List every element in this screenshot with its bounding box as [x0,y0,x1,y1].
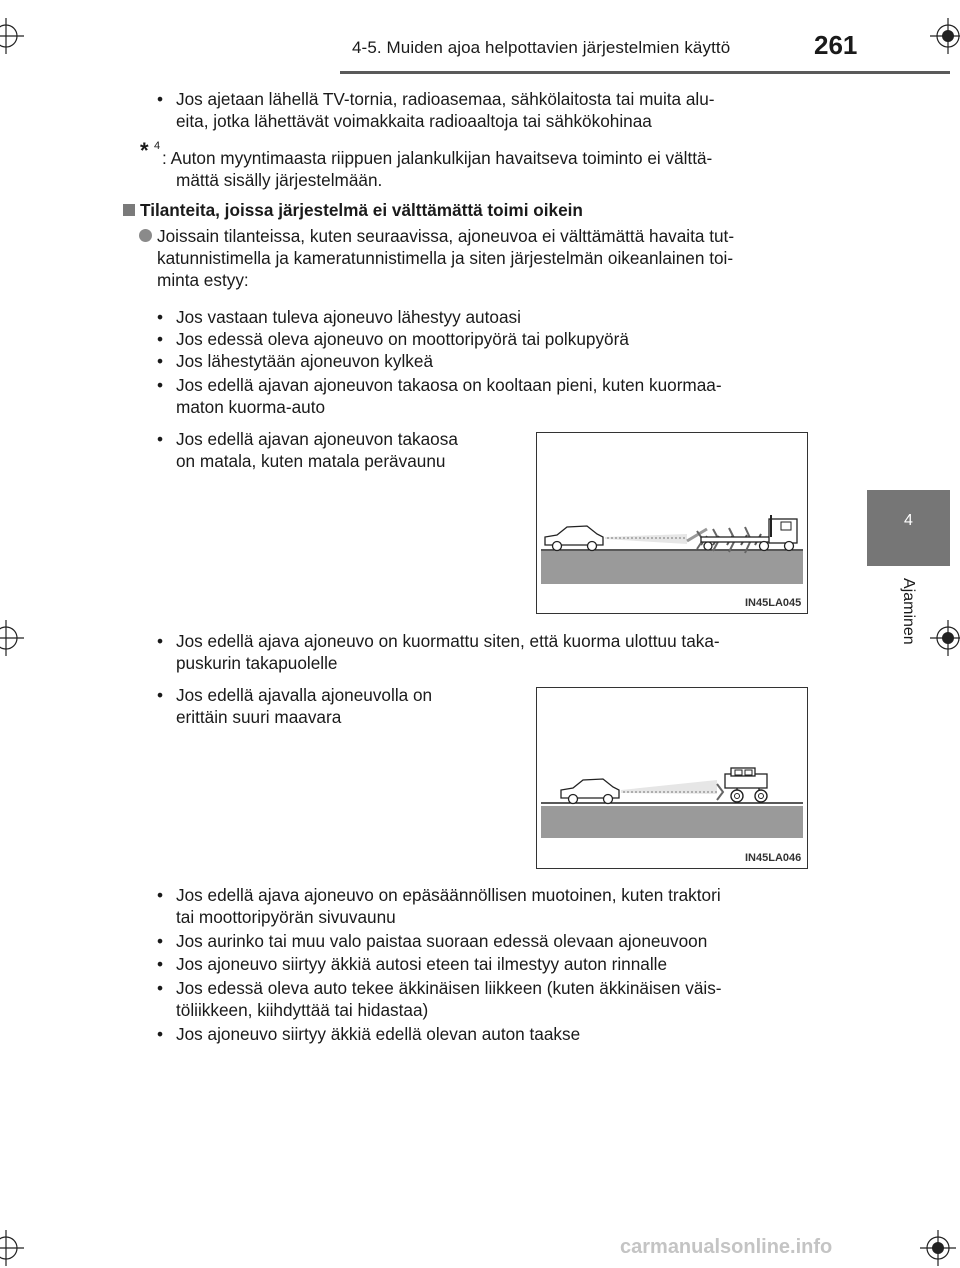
footnote-superscript: 4 [154,140,161,152]
footnote-marker: * [140,138,149,163]
figure-code: IN45LA045 [745,597,802,609]
list-item: Jos vastaan tuleva ajoneuvo lähestyy autoasi [176,307,521,327]
list-item-continuation: eita, jotka lähettävät voimakkaita radioaaltoja tai sähkökohinaa [176,111,652,131]
header-title: 4-5. Muiden ajoa helpottavien järjestelmien käyttö [352,38,731,57]
bullet-marker: • [157,685,164,705]
footnote-text-continuation: mättä sisälly järjestelmään. [176,170,383,190]
list-item: Jos ajetaan lähellä TV-tornia, radioasemaa, sähkölaitosta tai muita alu- [176,89,715,109]
list-item: Jos edessä oleva auto tekee äkkinäisen liikkeen (kuten äkkinäisen väis- [176,978,722,998]
bullet-marker: • [157,429,164,449]
section-intro: Joissain tilanteissa, kuten seuraavissa, ajoneuvoa ei välttämättä havaita tut- [157,226,735,246]
chapter-label: Ajaminen [900,578,917,645]
list-item: Jos ajoneuvo siirtyy äkkiä edellä olevan auton taakse [176,1024,581,1044]
section-intro-continuation: katunnistimella ja kameratunnistimella ja siten järjestelmän oikeanlainen toi- [157,248,734,268]
watermark: carmanualsonline.info [620,1236,833,1258]
list-item: Jos edellä ajavalla ajoneuvolla on [176,685,433,705]
bullet-marker: • [157,1024,164,1044]
list-item: Jos lähestytään ajoneuvon kylkeä [176,351,434,371]
list-item-continuation: erittäin suuri maavara [176,707,342,727]
list-item-continuation: tai moottoripyörän sivuvaunu [176,907,396,927]
list-item: Jos ajoneuvo siirtyy äkkiä autosi eteen tai ilmestyy auton rinnalle [176,954,668,974]
registration-mark-icon [0,1230,24,1266]
bullet-marker: • [157,978,164,998]
bullet-marker: • [157,954,164,974]
registration-mark-icon [930,620,960,656]
bullet-marker: • [157,375,164,395]
section-intro-continuation: minta estyy: [157,270,249,290]
registration-mark-icon [920,1230,956,1266]
high-clearance-illustration [537,688,807,868]
list-item: Jos edellä ajava ajoneuvo on kuormattu siten, että kuorma ulottuu taka- [176,631,720,651]
chapter-number: 4 [904,512,913,529]
low-trailer-illustration [537,433,807,613]
page-number: 261 [814,30,858,60]
bullet-marker: • [157,89,164,109]
list-item-continuation: maton kuorma-auto [176,397,326,417]
header-rule [340,71,950,74]
section-heading: Tilanteita, joissa järjestelmä ei välttämättä toimi oikein [140,200,583,220]
section-square-icon [123,204,135,216]
footnote-text: : Auton myyntimaasta riippuen jalankulkijan havaitseva toiminto ei välttä- [162,148,713,168]
list-item-continuation: on matala, kuten matala perävaunu [176,451,446,471]
list-item: Jos edellä ajavan ajoneuvon takaosa on kooltaan pieni, kuten kuormaa- [176,375,722,395]
circle-bullet-icon [139,229,152,242]
list-item: Jos edessä oleva ajoneuvo on moottoripyörä tai polkupyörä [176,329,629,349]
bullet-marker: • [157,307,164,327]
figure-code: IN45LA046 [745,852,802,864]
bullet-marker: • [157,329,164,349]
list-item-continuation: töliikkeen, kiihdyttää tai hidastaa) [176,1000,429,1020]
list-item: Jos aurinko tai muu valo paistaa suoraan edessä olevaan ajoneuvoon [176,931,708,951]
registration-mark-icon [930,18,960,54]
registration-mark-icon [0,620,24,656]
list-item: Jos edellä ajavan ajoneuvon takaosa [176,429,458,449]
registration-mark-icon [0,18,24,54]
list-item: Jos edellä ajava ajoneuvo on epäsäännöllisen muotoinen, kuten traktori [176,885,721,905]
list-item-continuation: puskurin takapuolelle [176,653,338,673]
bullet-marker: • [157,931,164,951]
figure-low-trailer [536,432,808,614]
figure-high-clearance [536,687,808,869]
bullet-marker: • [157,885,164,905]
chapter-tab [867,490,950,566]
bullet-marker: • [157,351,164,371]
bullet-marker: • [157,631,164,651]
